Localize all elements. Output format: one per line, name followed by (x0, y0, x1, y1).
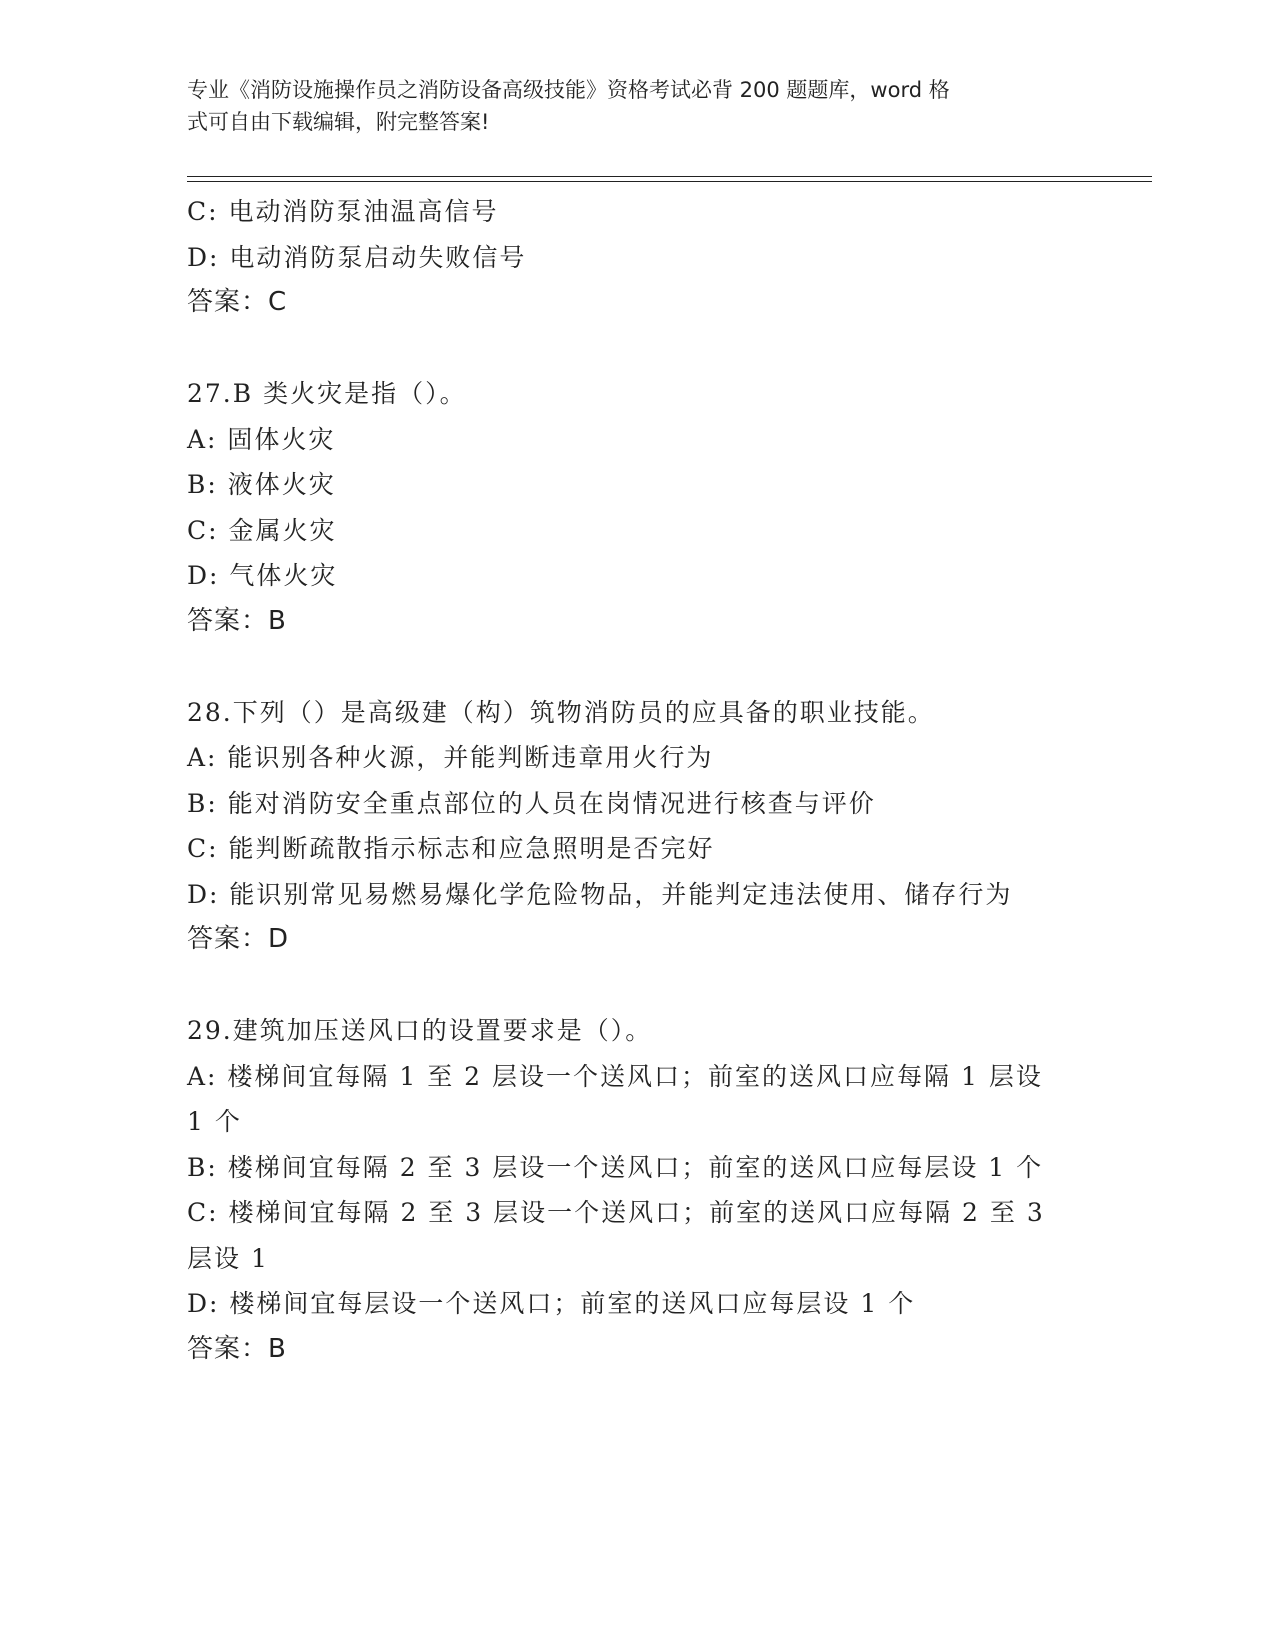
option-c: C: 能判断疏散指示标志和应急照明是否完好 (187, 834, 715, 863)
option-b: B: 液体火灾 (187, 470, 336, 499)
question-stem: 27.B 类火灾是指（）。 (187, 379, 467, 408)
option-b: B: 能对消防安全重点部位的人员在岗情况进行核查与评价 (187, 788, 876, 818)
question-28 (187, 690, 1107, 963)
header-divider-bottom (187, 181, 1152, 182)
option-d: D: 气体火灾 (187, 561, 338, 590)
option-d: D: 楼梯间宜每层设一个送风口；前室的送风口应每层设 1 个 (187, 1289, 916, 1318)
option-b: B: 楼梯间宜每隔 2 至 3 层设一个送风口；前室的送风口应每层设 1 个 (187, 1152, 1044, 1182)
answer-line: 答案：D (187, 924, 290, 954)
option-c: C: 楼梯间宜每隔 2 至 3 层设一个送风口；前室的送风口应每隔 2 至 3 (187, 1198, 1045, 1227)
question-stem: 28.下列（）是高级建（构）筑物消防员的应具备的职业技能。 (187, 697, 935, 727)
option-a-continuation: 1 个 (187, 1107, 242, 1136)
option-d: D: 电动消防泵启动失败信号 (187, 242, 527, 272)
spacer (187, 963, 1107, 1009)
option-c-continuation: 层设 1 (187, 1243, 269, 1273)
option-a: A: 楼梯间宜每隔 1 至 2 层设一个送风口；前室的送风口应每隔 1 层设 (187, 1061, 1043, 1091)
option-a: A: 固体火灾 (187, 424, 336, 454)
answer-line: 答案：C (187, 287, 288, 317)
option-c: C: 金属火灾 (187, 515, 337, 545)
question-26-tail (187, 189, 1107, 326)
spacer (187, 326, 1107, 372)
header-divider-top (187, 176, 1152, 177)
option-d: D: 能识别常见易燃易爆化学危险物品，并能判定违法使用、储存行为 (187, 879, 1013, 909)
document-header (187, 74, 1067, 138)
option-c: C: 电动消防泵油温高信号 (187, 197, 499, 226)
answer-line: 答案：B (187, 1333, 287, 1364)
answer-line: 答案：B (187, 605, 287, 636)
header-line-2: 式可自由下载编辑，附完整答案! (187, 110, 490, 134)
header-line-1: 专业《消防设施操作员之消防设备高级技能》资格考试必背 200 题题库，word 格 (187, 78, 950, 102)
question-29 (187, 1008, 1107, 1372)
question-27 (187, 371, 1107, 644)
question-stem: 29.建筑加压送风口的设置要求是（）。 (187, 1016, 653, 1045)
spacer (187, 644, 1107, 690)
option-a: A: 能识别各种火源，并能判断违章用火行为 (187, 743, 714, 772)
question-content (187, 189, 1107, 1372)
